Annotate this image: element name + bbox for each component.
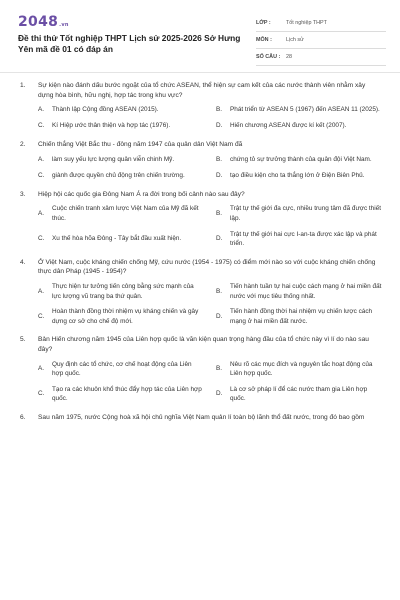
option-text: Trật tự thế giới đa cực, nhiều trung tâm đã được thiết lập. — [230, 205, 381, 222]
meta-label: LỚP : — [256, 20, 271, 26]
option-letter: D. — [216, 122, 223, 130]
option-letter: A. — [38, 106, 45, 114]
option-text: làm suy yếu lực lượng quân viễn chinh Mỹ. — [52, 155, 175, 163]
answer-options — [18, 105, 386, 131]
option-letter: B. — [216, 210, 223, 218]
answer-option[interactable] — [38, 385, 208, 404]
question-number: 4. — [20, 258, 26, 266]
option-text: Nêu rõ các mục đích và nguyên tắc hoạt động của Liên hợp quốc. — [230, 360, 373, 378]
answer-option[interactable] — [38, 204, 208, 223]
answer-option[interactable] — [38, 155, 208, 165]
question-text: Ở Việt Nam, cuộc kháng chiến chống Mỹ, cứu nước (1954 - 1975) có điểm mới nào so với cuộc kháng chiến chống thực dân Pháp (1945 - 1954)? — [38, 258, 376, 276]
option-text: Hiến chương ASEAN được kí kết (2007). — [230, 122, 347, 130]
option-letter: B. — [216, 287, 223, 295]
meta-row-class — [256, 15, 386, 32]
exam-meta-table — [256, 15, 386, 72]
option-letter: C. — [38, 122, 45, 130]
option-letter: A. — [38, 365, 45, 373]
option-letter: A. — [38, 210, 45, 218]
answer-option[interactable] — [216, 360, 386, 379]
question-number: 6. — [20, 413, 26, 421]
option-text: Tạo ra các khuôn khổ thúc đẩy hợp tác của Liên hợp quốc. — [52, 385, 202, 403]
question-item — [18, 258, 386, 327]
answer-options — [18, 204, 386, 248]
option-text: Hoàn thành đồng thời nhiệm vụ kháng chiến và gây dựng cơ sở cho chế độ mới. — [52, 308, 199, 325]
question-item — [18, 81, 386, 131]
option-text: giành được quyền chủ động trên chiến trường. — [52, 171, 185, 179]
question-number: 2. — [20, 141, 26, 149]
answer-option[interactable] — [216, 171, 386, 181]
answer-option[interactable] — [38, 121, 208, 131]
question-text: Chiến thắng Việt Bắc thu - đông năm 1947 của quân dân Việt Nam đã — [38, 141, 243, 149]
logo-main: 2048 — [18, 14, 59, 30]
answer-option[interactable] — [38, 230, 208, 249]
option-letter: C. — [38, 235, 45, 243]
option-letter: D. — [216, 171, 223, 179]
question-item — [18, 413, 386, 423]
option-text: Tiến hành tuần tự hai cuộc cách mạng ở hai miền đất nước với mục tiêu thống nhất. — [230, 282, 382, 300]
answer-option[interactable] — [216, 204, 386, 223]
answer-options — [18, 282, 386, 326]
answer-option[interactable] — [38, 105, 208, 115]
option-letter: C. — [38, 312, 45, 320]
option-letter: C. — [38, 390, 45, 398]
header-left — [18, 14, 253, 72]
option-letter: D. — [216, 312, 223, 320]
answer-option[interactable] — [216, 307, 386, 326]
answer-options — [18, 360, 386, 404]
option-text: Thực hiện tư tưởng tiến công bằng sức mạnh của lực lượng vũ trang ba thứ quân. — [52, 282, 194, 300]
answer-option[interactable] — [216, 105, 386, 115]
answer-options — [18, 155, 386, 181]
question-text: Bản Hiến chương năm 1945 của Liên hợp quốc là văn kiện quan trọng hàng đầu của tổ chức này vì lí do nào sau đây? — [38, 336, 369, 353]
option-letter: A. — [38, 287, 45, 295]
answer-option[interactable] — [216, 121, 386, 131]
document-title: Đề thi thử Tốt nghiệp THPT Lịch sử 2025-2026 Sở Hưng Yên mã đề 01 có đáp án — [18, 33, 241, 54]
option-text: Quy định các tổ chức, cơ chế hoạt động của Liên hợp quốc. — [52, 360, 192, 378]
question-number: 1. — [20, 82, 26, 89]
question-text: Sự kiện nào đánh dấu bước ngoặt của tổ chức ASEAN, thể hiện sự cam kết của các nước thành viên nhằm xây dựng hòa bình, hữu nghị, hợp tác trong khu vực? — [38, 82, 366, 99]
meta-label: MÔN : — [256, 37, 272, 43]
meta-label: SỐ CÂU : — [256, 54, 281, 60]
option-text: Trật tự thế giới hai cực I-an-ta được xác lập và phát triển. — [230, 230, 377, 248]
option-letter: D. — [216, 235, 223, 243]
meta-value: 28 — [286, 54, 292, 60]
option-text: Phát triển từ ASEAN 5 (1967) đến ASEAN 11 (2025). — [230, 106, 380, 114]
question-number: 3. — [20, 190, 26, 198]
option-text: Kí Hiệp ước thân thiện và hợp tác (1976). — [52, 122, 171, 130]
meta-value: Lịch sử — [286, 37, 304, 43]
answer-option[interactable] — [216, 155, 386, 165]
answer-option[interactable] — [216, 230, 386, 249]
meta-row-subject — [256, 32, 386, 49]
answer-option[interactable] — [38, 360, 208, 379]
question-list — [18, 73, 386, 422]
option-text: tạo điều kiện cho ta thắng lớn ở Điện Biên Phủ. — [230, 171, 365, 179]
question-item — [18, 190, 386, 249]
option-letter: A. — [38, 155, 45, 163]
option-letter: B. — [216, 106, 223, 114]
question-item — [18, 335, 386, 404]
question-text: Sau năm 1975, nước Cộng hoà xã hội chủ nghĩa Việt Nam quản lí toàn bộ lãnh thổ đất nước, trong đó bao gồm — [38, 413, 365, 421]
option-letter: C. — [38, 171, 45, 179]
option-text: chứng tỏ sự trưởng thành của quân đội Việt Nam. — [230, 155, 372, 163]
answer-option[interactable] — [38, 307, 208, 326]
option-text: Tiến hành đồng thời hai nhiệm vụ chiến lược cách mạng ở hai miền đất nước. — [230, 308, 373, 325]
question-item — [18, 140, 386, 181]
question-text: Hiệp hội các quốc gia Đông Nam Á ra đời trong bối cảnh nào sau đây? — [38, 190, 245, 198]
logo-sub: .vn — [59, 22, 69, 28]
answer-option[interactable] — [216, 385, 386, 404]
question-number: 5. — [20, 336, 26, 344]
option-letter: B. — [216, 155, 223, 163]
option-letter: D. — [216, 390, 223, 398]
meta-row-question-count — [256, 49, 386, 66]
option-text: Là cơ sở pháp lí để các nước tham gia Liên hợp quốc. — [230, 385, 368, 403]
option-letter: B. — [216, 365, 223, 373]
document-header — [18, 0, 386, 72]
option-text: Xu thế hòa hõa Đông - Tây bắt đầu xuất hiện. — [52, 235, 182, 243]
answer-option[interactable] — [216, 282, 386, 301]
answer-option[interactable] — [38, 171, 208, 181]
option-text: Thành lập Cộng đồng ASEAN (2015). — [52, 106, 159, 114]
site-logo[interactable] — [18, 14, 253, 30]
answer-option[interactable] — [38, 282, 208, 301]
option-text: Cuộc chiến tranh xâm lược Việt Nam của Mỹ đã kết thúc. — [52, 205, 199, 222]
meta-value: Tốt nghiệp THPT — [286, 20, 327, 26]
